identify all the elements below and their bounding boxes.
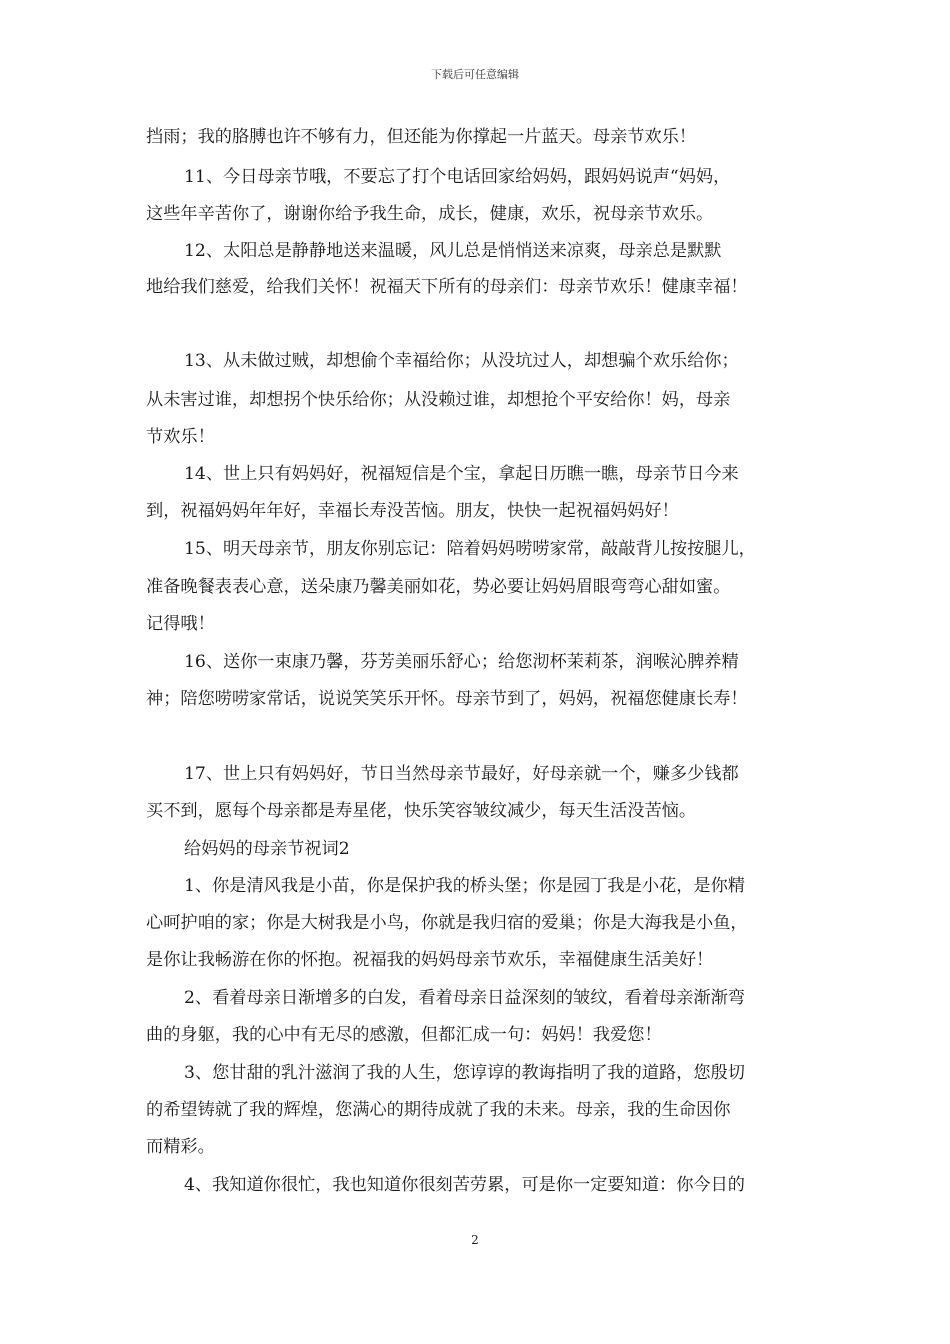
text-line: 4、我知道你很忙，我也知道你很刻苦劳累，可是你一定要知道：你今日的	[184, 1175, 745, 1195]
text-line: 从未害过谁，却想拐个快乐给你；从没赖过谁，却想抢个平安给你！妈，母亲	[146, 390, 731, 410]
text-line: 记得哦！	[146, 614, 215, 634]
text-line: 1、你是清风我是小苗，你是保护我的桥头堡；你是园丁我是小花，是你精	[184, 876, 745, 896]
text-line: 心呵护咱的家；你是大树我是小鸟，你就是我归宿的爱巢；你是大海我是小鱼，	[146, 913, 748, 933]
text-line: 曲的身躯，我的心中有无尽的感激，但都汇成一句：妈妈！我爱您！	[146, 1025, 662, 1045]
page-number: 2	[471, 1233, 479, 1247]
section-heading: 给妈妈的母亲节祝词2	[184, 839, 350, 859]
text-line: 买不到，愿每个母亲都是寿星佬，快乐笑容皱纹减少，每天生活没苦恼。	[146, 801, 697, 821]
text-line: 15、明天母亲节，朋友你别忘记：陪着妈妈唠唠家常，敲敲背儿按按腿儿，	[184, 539, 756, 559]
text-line: 17、世上只有妈妈好，节日当然母亲节最好，好母亲就一个，赚多少钱都	[184, 764, 739, 784]
text-line: 12、太阳总是静静地送来温暖，风儿总是悄悄送来凉爽，母亲总是默默	[184, 241, 722, 261]
text-line: 11、今日母亲节哦，不要忘了打个电话回家给妈妈，跟妈妈说声“妈妈，	[184, 167, 731, 187]
text-line: 准备晚餐表表心意，送朵康乃馨美丽如花，势必要让妈妈眉眼弯弯心甜如蜜。	[146, 577, 731, 597]
text-line: 挡雨；我的胳膊也许不够有力，但还能为你撑起一片蓝天。母亲节欢乐！	[146, 127, 697, 147]
text-line: 节欢乐！	[146, 427, 215, 447]
text-line: 3、您甘甜的乳汁滋润了我的人生，您谆谆的教诲指明了我的道路，您殷切	[184, 1063, 745, 1083]
text-line: 16、送你一束康乃馨，芬芳美丽乐舒心；给您沏杯茉莉茶，润喉沁脾养精	[184, 652, 739, 672]
text-line: 神；陪您唠唠家常话，说说笑笑乐开怀。母亲节到了，妈妈，祝福您健康长寿！	[146, 689, 748, 709]
text-line: 的希望铸就了我的辉煌，您满心的期待成就了我的未来。母亲，我的生命因你	[146, 1100, 731, 1120]
text-line: 是你让我畅游在你的怀抱。祝福我的妈妈母亲节欢乐，幸福健康生活美好！	[146, 950, 714, 970]
text-line: 2、看着母亲日渐增多的白发，看着母亲日益深刻的皱纹，看着母亲渐渐弯	[184, 988, 745, 1008]
text-line: 而精彩。	[146, 1137, 215, 1157]
text-line: 13、从未做过贼，却想偷个幸福给你；从没坑过人，却想骗个欢乐给你；	[184, 351, 739, 371]
text-line: 14、世上只有妈妈好，祝福短信是个宝，拿起日历瞧一瞧，母亲节日今来	[184, 464, 739, 484]
text-line: 这些年辛苦你了，谢谢你给予我生命，成长，健康，欢乐，祝母亲节欢乐。	[146, 204, 714, 224]
page-header: 下载后可任意编辑	[431, 68, 519, 81]
text-line: 到，祝福妈妈年年好，幸福长寿没苦恼。朋友，快快一起祝福妈妈好！	[146, 501, 679, 521]
text-line: 地给我们慈爱，给我们关怀！祝福天下所有的母亲们：母亲节欢乐！健康幸福！	[146, 277, 748, 297]
